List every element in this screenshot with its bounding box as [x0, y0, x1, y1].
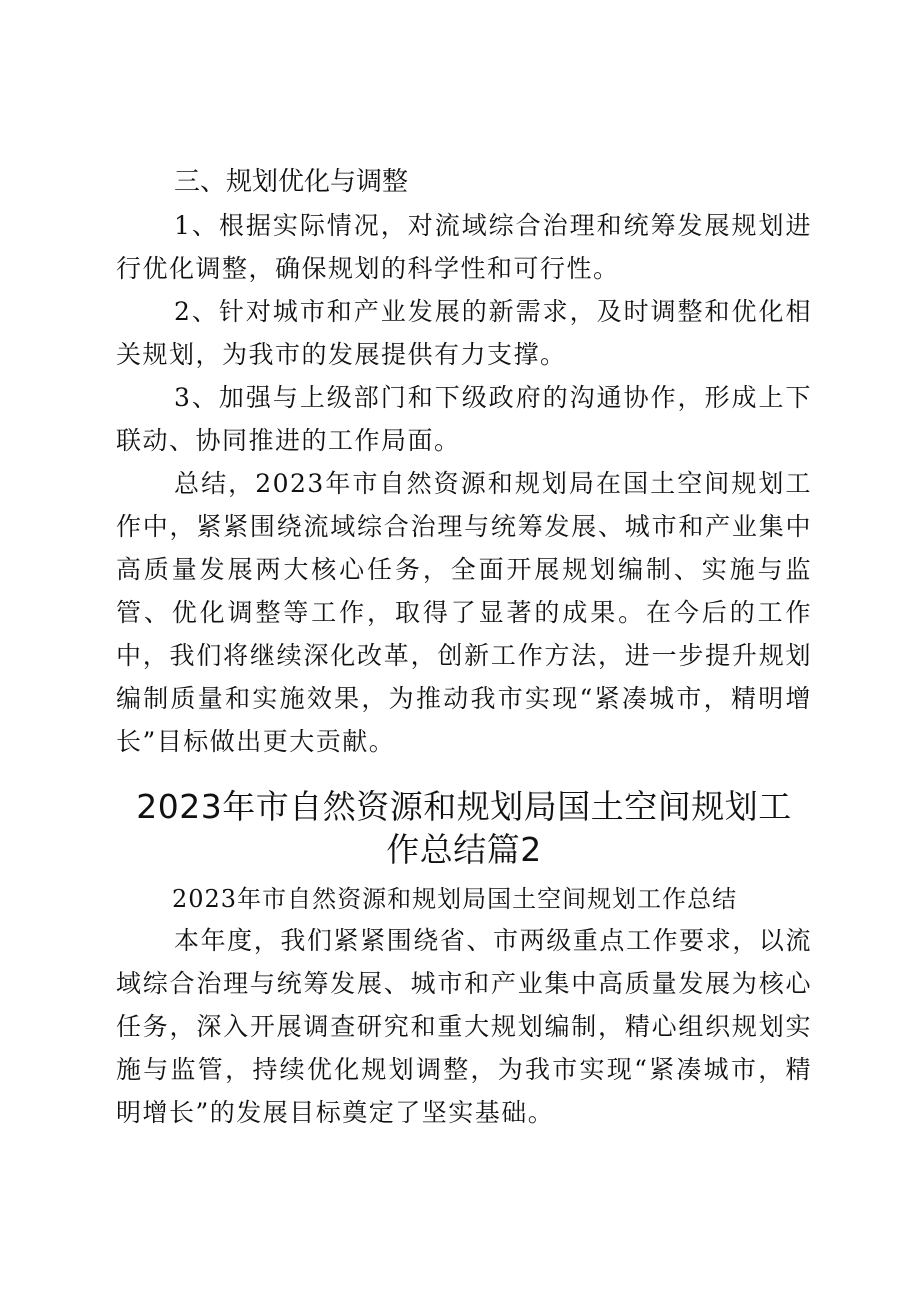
- document-body: [116, 160, 812, 1134]
- intro-paragraph: 本年度，我们紧紧围绕省、市两级重点工作要求，以流域综合治理与统筹发展、城市和产业集中高质量发展为核心任务，深入开展调查研究和重大规划编制，精心组织规划实施与监管，持续优化规划调整，为我市实现“紧凑城市，精明增长”的发展目标奠定了坚实基础。: [116, 926, 812, 1127]
- article-title: [116, 785, 812, 871]
- article-title-line1: 2023年市自然资源和规划局国土空间规划工: [136, 787, 792, 826]
- article-title-line2: 作总结篇2: [386, 830, 542, 869]
- summary-paragraph: 总结，2023年市自然资源和规划局在国土空间规划工作中，紧紧围绕流域综合治理与统筹发展、城市和产业集中高质量发展两大核心任务，全面开展规划编制、实施与监管、优化调整等工作，取得了显著的成果。在今后的工作中，我们将继续深化改革，创新工作方法，进一步提升规划编制质量和实施效果，为推动我市实现“紧凑城市，精明增长”目标做出更大贡献。: [116, 469, 812, 756]
- article-subtitle: 2023年市自然资源和规划局国土空间规划工作总结: [172, 885, 738, 913]
- list-item: 2、针对城市和产业发展的新需求，及时调整和优化相关规划，为我市的发展提供有力支撑。: [116, 297, 812, 369]
- list-item: 1、根据实际情况，对流域综合治理和统筹发展规划进行优化调整，确保规划的科学性和可行性。: [116, 211, 812, 283]
- section-heading: 三、规划优化与调整: [174, 167, 409, 197]
- list-item: 3、加强与上级部门和下级政府的沟通协作，形成上下联动、协同推进的工作局面。: [116, 383, 812, 455]
